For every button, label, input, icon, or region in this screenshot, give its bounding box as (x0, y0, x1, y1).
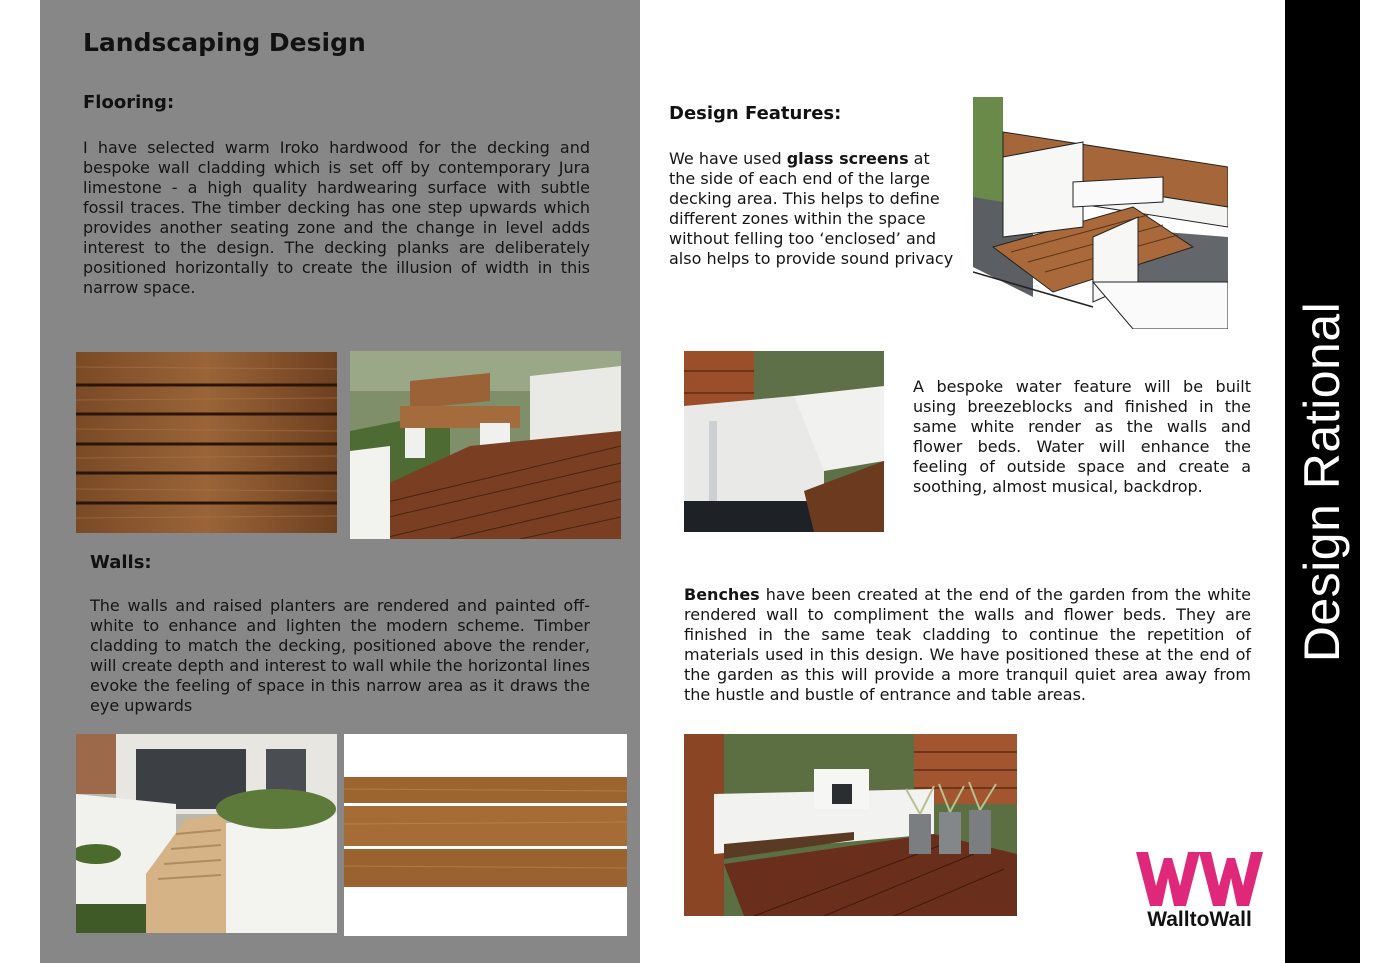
logo-wordmark: WalltoWall (1147, 908, 1252, 931)
decking-planks-photo (76, 352, 337, 533)
walls-heading: Walls: (90, 552, 152, 573)
benches-text: Benches have been created at the end of the garden from the white rendered wall to compliment the walls and flower beds. They are finished in the same teak cladding to continue the repetition of materials used in this design. We have positioned these at the end of the garden as this will provide a more tranquil quiet area away from the hustle and bustle of entrance and table areas. (684, 585, 1251, 704)
flooring-heading: Flooring: (83, 92, 175, 113)
bench-decking-photo (350, 351, 621, 539)
benches-photo (684, 734, 1017, 916)
design-features-heading: Design Features: (669, 103, 842, 124)
walls-text: The walls and raised planters are rendered and painted off-white to enhance and lighten the modern scheme. Timber cladding to match the decking, positioned above the render, will create depth and interest to wall while the horizontal lines evoke the feeling of space in this narrow area as it draws the eye upwards (90, 596, 590, 715)
water-feature-text: A bespoke water feature will be built using breezeblocks and finished in the same white render as the walls and flower beds. Water will enhance the feeling of outside space and create a soothing, almost musical, backdrop. (913, 377, 1251, 496)
wall-to-wall-logo (1132, 852, 1267, 934)
wall-cladding-photo (344, 734, 627, 936)
glass-screens-text: We have used glass screens at the side of each end of the large decking area. This helps to define different zones within the space without felling too ‘enclosed’ and also helps to provide sound privacy (669, 149, 954, 268)
walls-planters-photo (76, 734, 337, 933)
water-feature-photo (684, 351, 884, 532)
page-title: Landscaping Design (83, 28, 366, 57)
flooring-text: I have selected warm Iroko hardwood for the decking and bespoke wall cladding which is set off by contemporary Jura limestone - a high quality hardwearing surface with subtle fossil traces. The timber decking has one step upwards which provides another seating zone and the change in level adds interest to the design. The decking planks are deliberately positioned horizontally to create the illusion of width in this narrow space. (83, 138, 590, 297)
ww-logo-mark-icon (1132, 852, 1267, 908)
glass-screen-sketch (973, 97, 1228, 329)
sidebar-title: Design Rational (1294, 301, 1351, 662)
